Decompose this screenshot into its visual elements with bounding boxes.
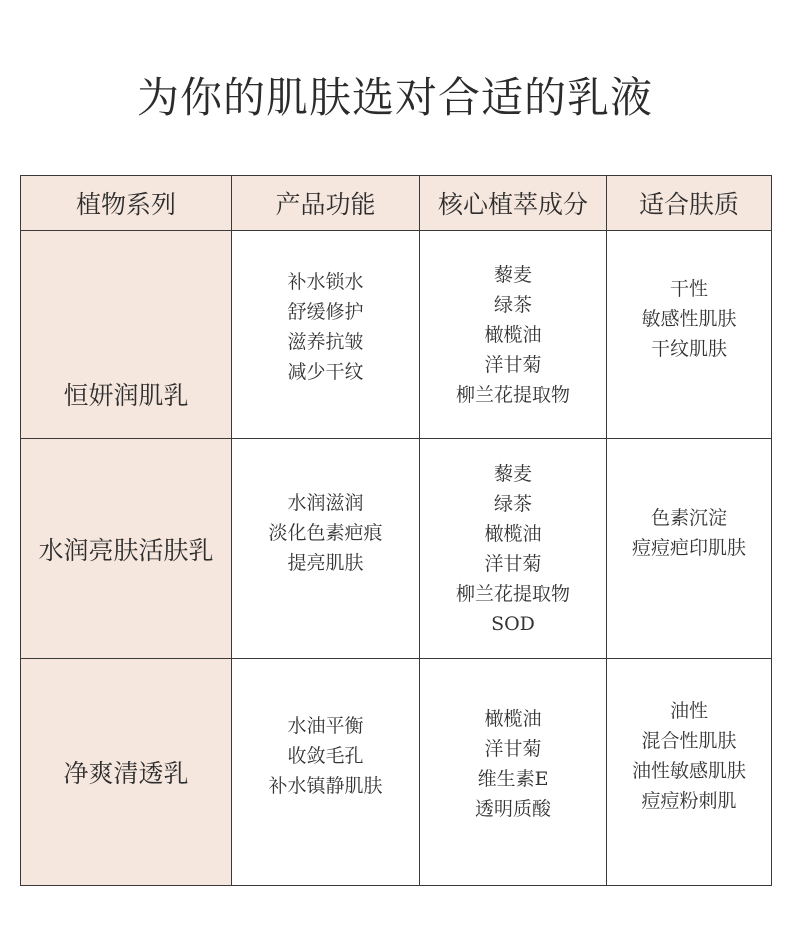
header-series: 植物系列 (21, 176, 232, 231)
ingredient-item: 藜麦 (493, 263, 532, 286)
ingredient-item: 绿茶 (493, 492, 532, 515)
skin-types-cell (607, 231, 772, 439)
ingredient-item: 藜麦 (493, 462, 532, 485)
function-item: 补水锁水 (287, 270, 364, 293)
function-item: 收敛毛孔 (287, 745, 364, 767)
functions-cell (232, 231, 420, 439)
skin-type-item: 痘痘粉刺肌 (641, 790, 737, 812)
ingredient-item: 洋甘菊 (484, 738, 542, 760)
function-item: 水油平衡 (287, 715, 364, 737)
ingredient-item: 橄榄油 (484, 522, 542, 545)
table-row (21, 439, 772, 659)
series-cell (21, 439, 232, 659)
functions-cell (232, 659, 420, 886)
ingredient-item: 透明质酸 (474, 798, 551, 820)
series-name: 恒妍润肌乳 (63, 381, 189, 410)
skin-type-item: 油性敏感肌肤 (631, 760, 746, 782)
ingredients-cell (420, 439, 607, 659)
skin-types-cell (607, 439, 772, 659)
function-item: 补水镇静肌肤 (268, 775, 383, 797)
skin-type-item: 敏感性肌肤 (641, 307, 737, 330)
function-item: 滋养抗皱 (287, 330, 364, 353)
ingredient-item: 橄榄油 (484, 708, 542, 730)
series-name: 水润亮肤活肤乳 (38, 535, 214, 565)
table-header-row (21, 176, 772, 231)
ingredient-item: 橄榄油 (484, 323, 542, 346)
function-item: 减少干纹 (287, 360, 364, 383)
function-item: 淡化色素疤痕 (268, 521, 383, 544)
ingredient-item: 绿茶 (493, 293, 532, 316)
skin-type-item: 混合性肌肤 (641, 730, 737, 752)
header-ingredients: 核心植萃成分 (420, 176, 607, 231)
function-item: 水润滋润 (287, 491, 364, 514)
ingredients-cell (420, 231, 607, 439)
skin-types-cell (607, 659, 772, 886)
skin-type-item: 干性 (669, 277, 708, 300)
functions-cell (232, 439, 420, 659)
ingredients-cell (420, 659, 607, 886)
series-cell (21, 231, 232, 439)
skin-type-item: 干纹肌肤 (650, 337, 727, 360)
function-item: 舒缓修护 (287, 300, 364, 323)
table-row (21, 231, 772, 439)
skin-type-item: 油性 (669, 700, 708, 722)
page-title: 为你的肌肤选对合适的乳液 (136, 73, 653, 122)
comparison-table (20, 175, 772, 886)
skin-type-item: 痘痘疤印肌肤 (631, 536, 746, 559)
series-name: 净爽清透乳 (63, 759, 189, 788)
ingredient-item: SOD (491, 612, 535, 635)
function-item: 提亮肌肤 (287, 551, 364, 574)
ingredient-item: 柳兰花提取物 (455, 582, 570, 605)
ingredient-item: 维生素E (477, 768, 549, 790)
ingredient-item: 洋甘菊 (484, 353, 542, 376)
series-cell (21, 659, 232, 886)
ingredient-item: 柳兰花提取物 (455, 383, 570, 406)
table-row (21, 659, 772, 886)
skin-type-item: 色素沉淀 (650, 506, 727, 529)
header-functions: 产品功能 (232, 176, 420, 231)
header-skin-types: 适合肤质 (607, 176, 772, 231)
ingredient-item: 洋甘菊 (484, 552, 542, 575)
